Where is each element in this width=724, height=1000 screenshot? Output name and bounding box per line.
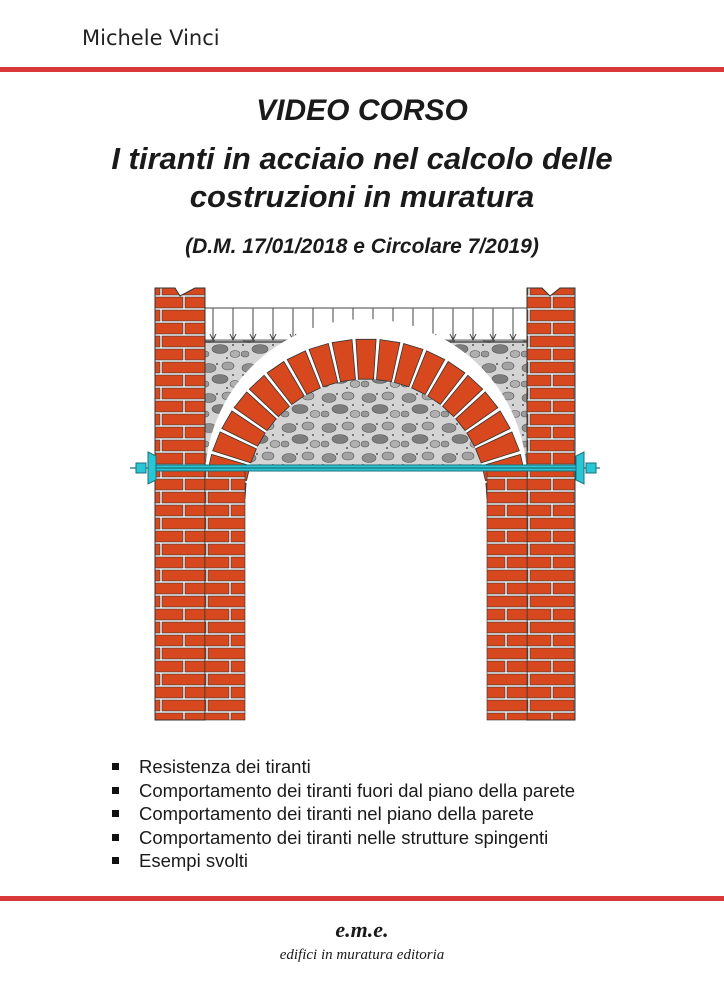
book-title xyxy=(0,140,724,216)
title-kicker: VIDEO CORSO xyxy=(256,94,468,127)
topics-list xyxy=(112,755,575,873)
arch-opening xyxy=(245,500,487,720)
topic-text: Resistenza dei tiranti xyxy=(139,756,311,777)
right-pier xyxy=(527,288,575,720)
voussoir-brick xyxy=(356,339,376,379)
publisher-logo: e.m.e. xyxy=(335,917,389,942)
topic-text: Comportamento dei tiranti nelle strutture spingenti xyxy=(139,826,549,848)
list-item xyxy=(112,779,575,803)
left-nut xyxy=(136,463,146,473)
topic-text: Comportamento dei tiranti fuori dal piano della parete xyxy=(139,779,576,801)
author-name: Michele Vinci xyxy=(82,26,220,50)
list-item xyxy=(112,802,575,826)
bullet-icon xyxy=(112,810,119,817)
list-item xyxy=(112,826,575,850)
bullet-icon xyxy=(112,834,119,841)
bullet-icon xyxy=(112,763,119,770)
left-anchor-plate xyxy=(148,452,156,484)
right-anchor-plate xyxy=(576,452,584,484)
publisher-name: edifici in muratura editoria xyxy=(279,947,445,963)
book-title-line2: costruzioni in muratura xyxy=(189,179,535,214)
bottom-rule xyxy=(0,896,724,901)
list-item xyxy=(112,755,575,779)
list-item xyxy=(112,849,575,873)
topic-text: Comportamento dei tiranti nel piano della parete xyxy=(139,803,534,824)
bullet-icon xyxy=(112,857,119,864)
topic-text: Esempi svolti xyxy=(139,850,248,871)
book-subtitle: (D.M. 17/01/2018 e Circolare 7/2019) xyxy=(185,235,539,258)
arch-illustration xyxy=(0,270,724,730)
left-jamb xyxy=(205,465,245,720)
book-title-line1: I tiranti in acciaio nel calcolo delle xyxy=(111,141,613,176)
left-pier xyxy=(155,288,205,720)
right-jamb xyxy=(487,465,527,720)
right-nut xyxy=(586,463,596,473)
bullet-icon xyxy=(112,787,119,794)
top-rule xyxy=(0,67,724,72)
